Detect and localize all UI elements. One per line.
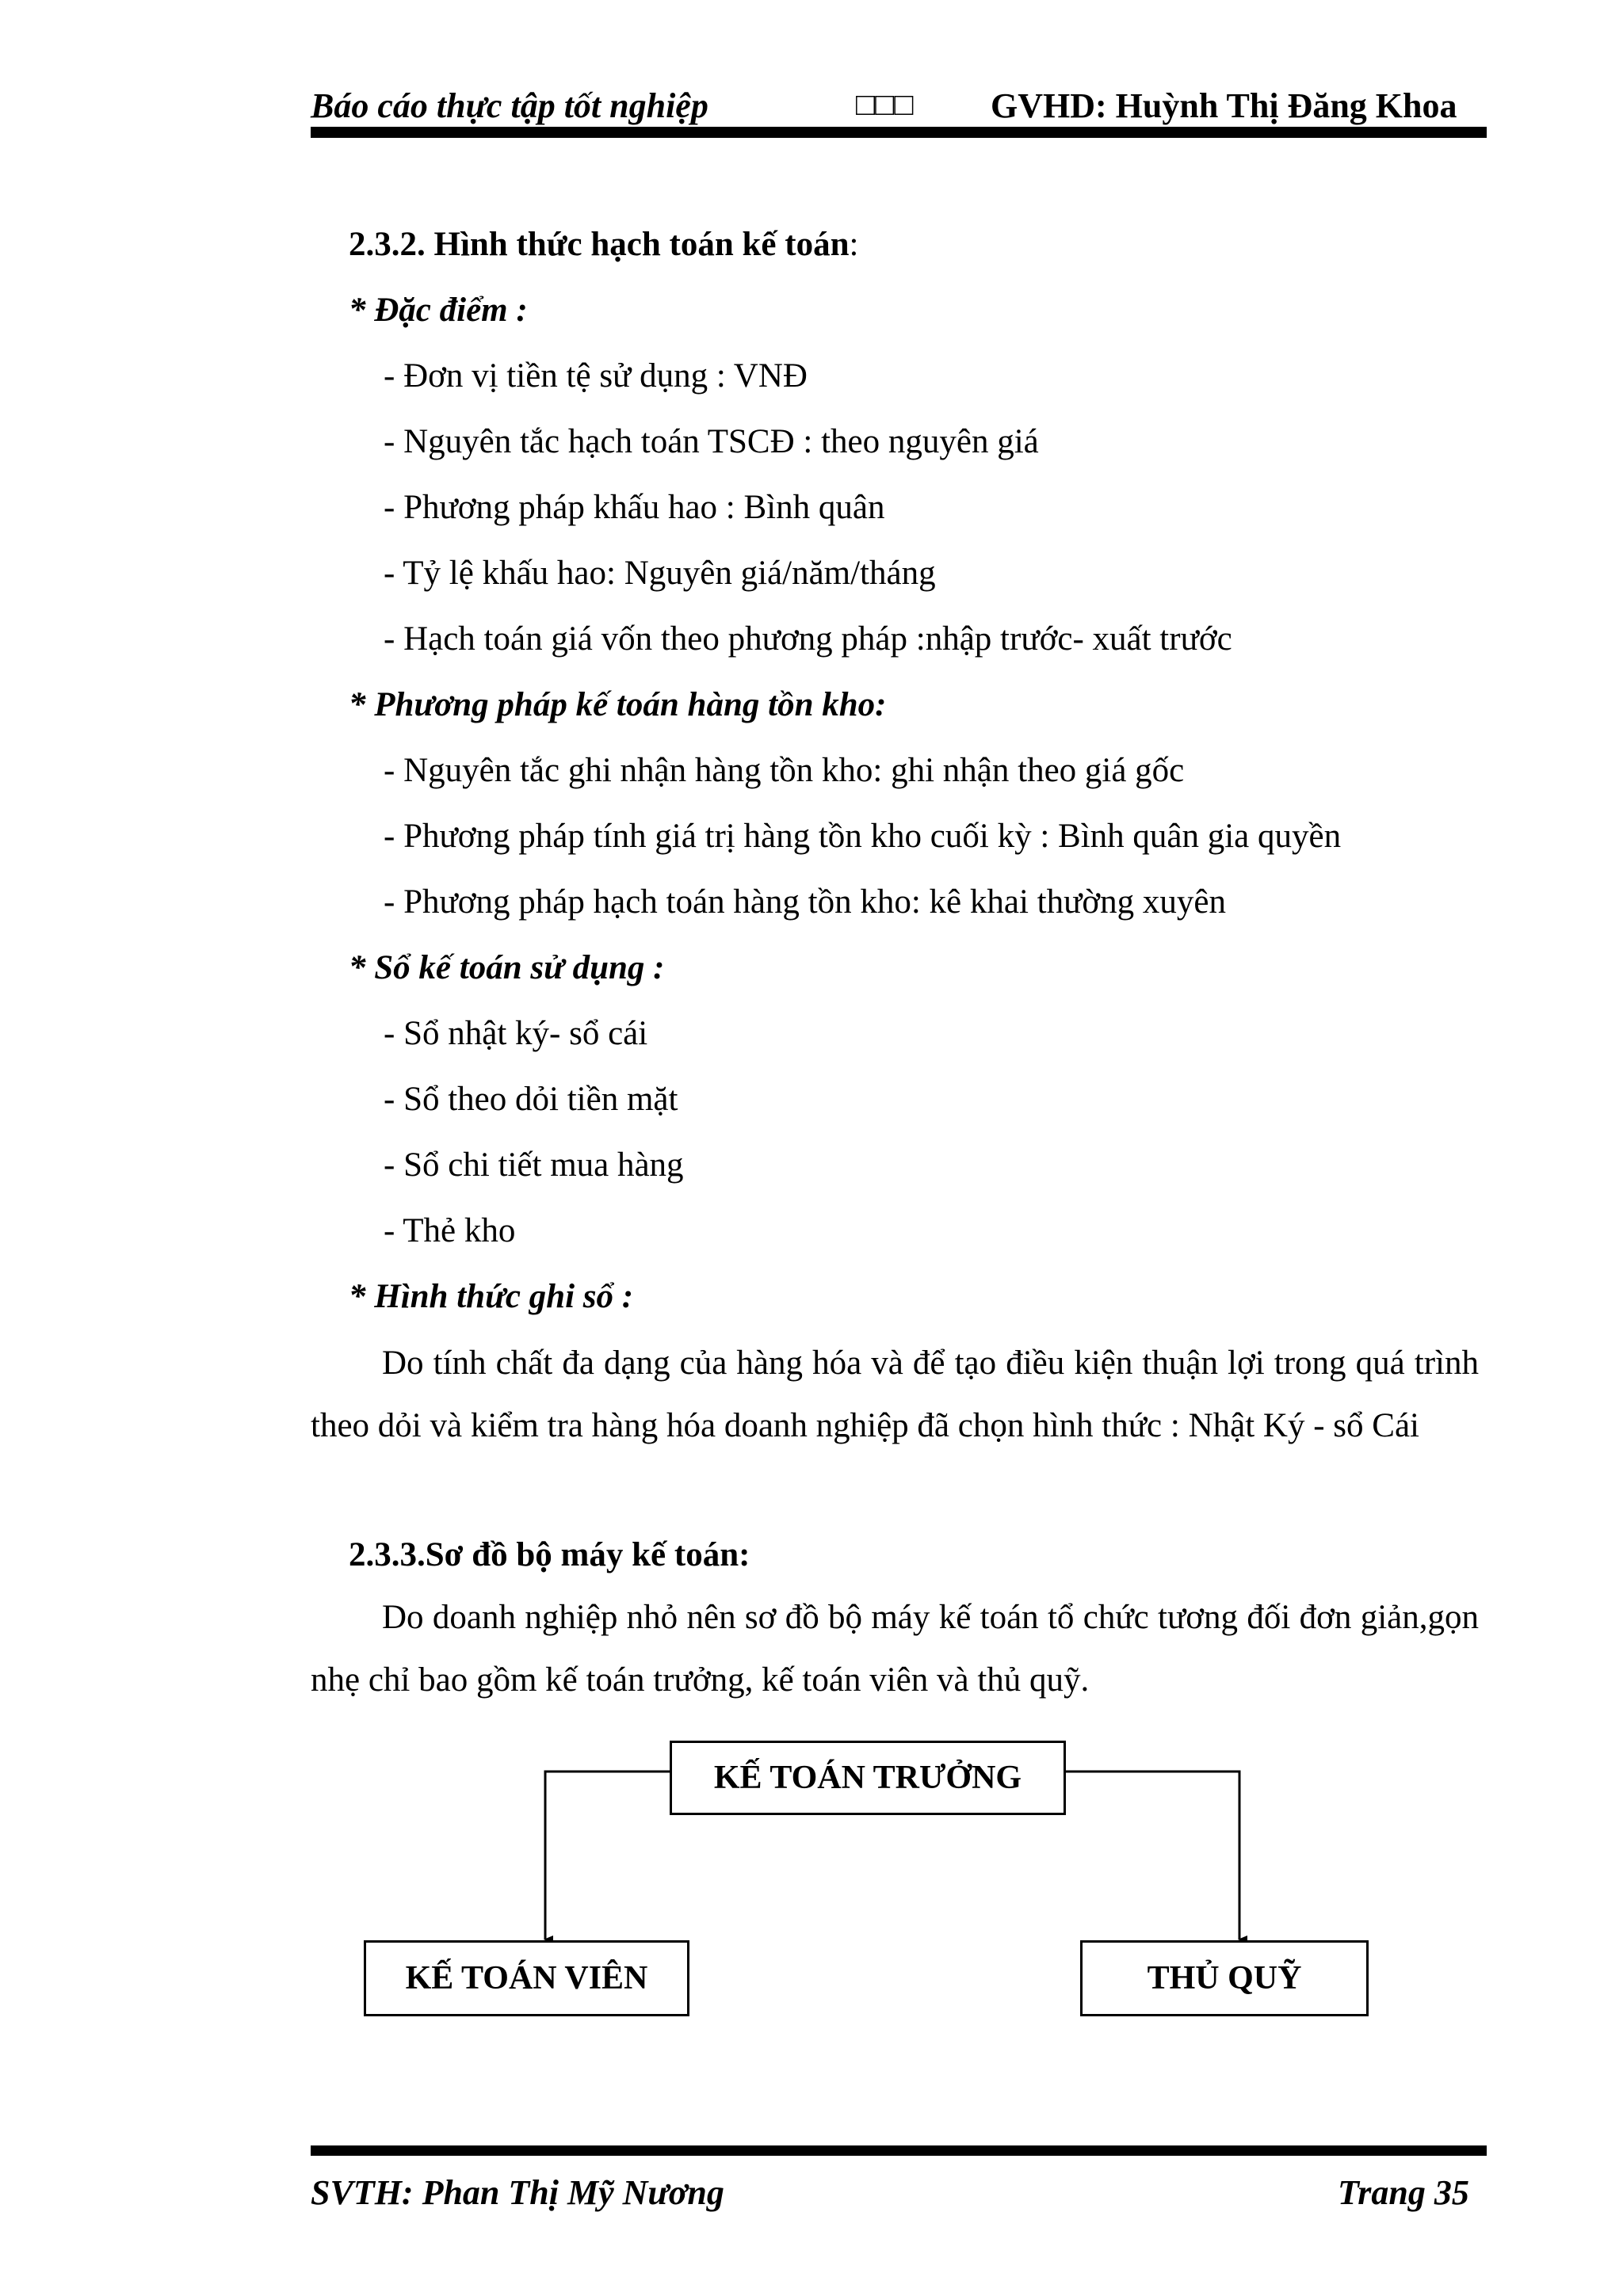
list-item: - Đơn vị tiền tệ sử dụng : VNĐ: [384, 357, 808, 395]
features-label: * Đặc điểm :: [349, 292, 528, 329]
section-233-paragraph: Do doanh nghiệp nhỏ nên sơ đồ bộ máy kế toán tổ chức tương đối đơn giản,gọn nhẹ chỉ bao gồm kế toán trưởng, kế toán viên và thủ quỹ.: [311, 1599, 1479, 1699]
header-left: Báo cáo thực tập tốt nghiệp: [311, 86, 708, 125]
list-item: - Nguyên tắc hạch toán TSCĐ : theo nguyên giá: [384, 423, 1039, 460]
org-box-cashier: THỦ QUỸ: [1080, 1940, 1369, 2016]
list-item: - Sổ chi tiết mua hàng: [384, 1146, 684, 1184]
list-item: - Sổ theo dỏi tiền mặt: [384, 1081, 678, 1118]
list-item: - Phương pháp tính giá trị hàng tồn kho cuối kỳ : Bình quân gia quyền: [384, 818, 1342, 855]
recording-label: * Hình thức ghi sổ :: [349, 1278, 634, 1315]
list-item: - Sổ nhật ký- sổ cái: [384, 1015, 648, 1052]
section-233-title: 2.3.3.Sơ đồ bộ máy kế toán:: [349, 1536, 750, 1573]
list-item: - Thẻ kho: [384, 1212, 516, 1249]
list-item: - Phương pháp hạch toán hàng tồn kho: kê khai thường xuyên: [384, 883, 1226, 921]
header-ornament-icon: □□□: [856, 86, 914, 122]
books-label: * Sổ kế toán sử dụng :: [349, 949, 665, 986]
footer-rule: [311, 2145, 1487, 2156]
section-232-title: 2.3.2. Hình thức hạch toán kế toán:: [349, 226, 859, 263]
list-item: - Tỷ lệ khấu hao: Nguyên giá/năm/tháng: [384, 555, 936, 592]
org-box-accountant: KẾ TOÁN VIÊN: [364, 1940, 689, 2016]
inventory-label: * Phương pháp kế toán hàng tồn kho:: [349, 686, 887, 723]
footer-page-number: Trang 35: [1338, 2173, 1469, 2212]
org-box-chief-accountant: KẾ TOÁN TRƯỞNG: [670, 1741, 1066, 1815]
recording-paragraph: Do tính chất đa dạng của hàng hóa và để tạo điều kiện thuận lợi trong quá trình theo dỏi và kiểm tra hàng hóa doanh nghiệp đã chọn hình thức : Nhật Ký - sổ Cái: [311, 1344, 1479, 1444]
list-item: - Nguyên tắc ghi nhận hàng tồn kho: ghi nhận theo giá gốc: [384, 752, 1185, 789]
footer-left: SVTH: Phan Thị Mỹ Nương: [311, 2173, 724, 2212]
header-right: GVHD: Huỳnh Thị Đăng Khoa: [991, 86, 1457, 125]
list-item: - Phương pháp khấu hao : Bình quân: [384, 489, 885, 526]
list-item: - Hạch toán giá vốn theo phương pháp :nhập trước- xuất trước: [384, 620, 1232, 658]
